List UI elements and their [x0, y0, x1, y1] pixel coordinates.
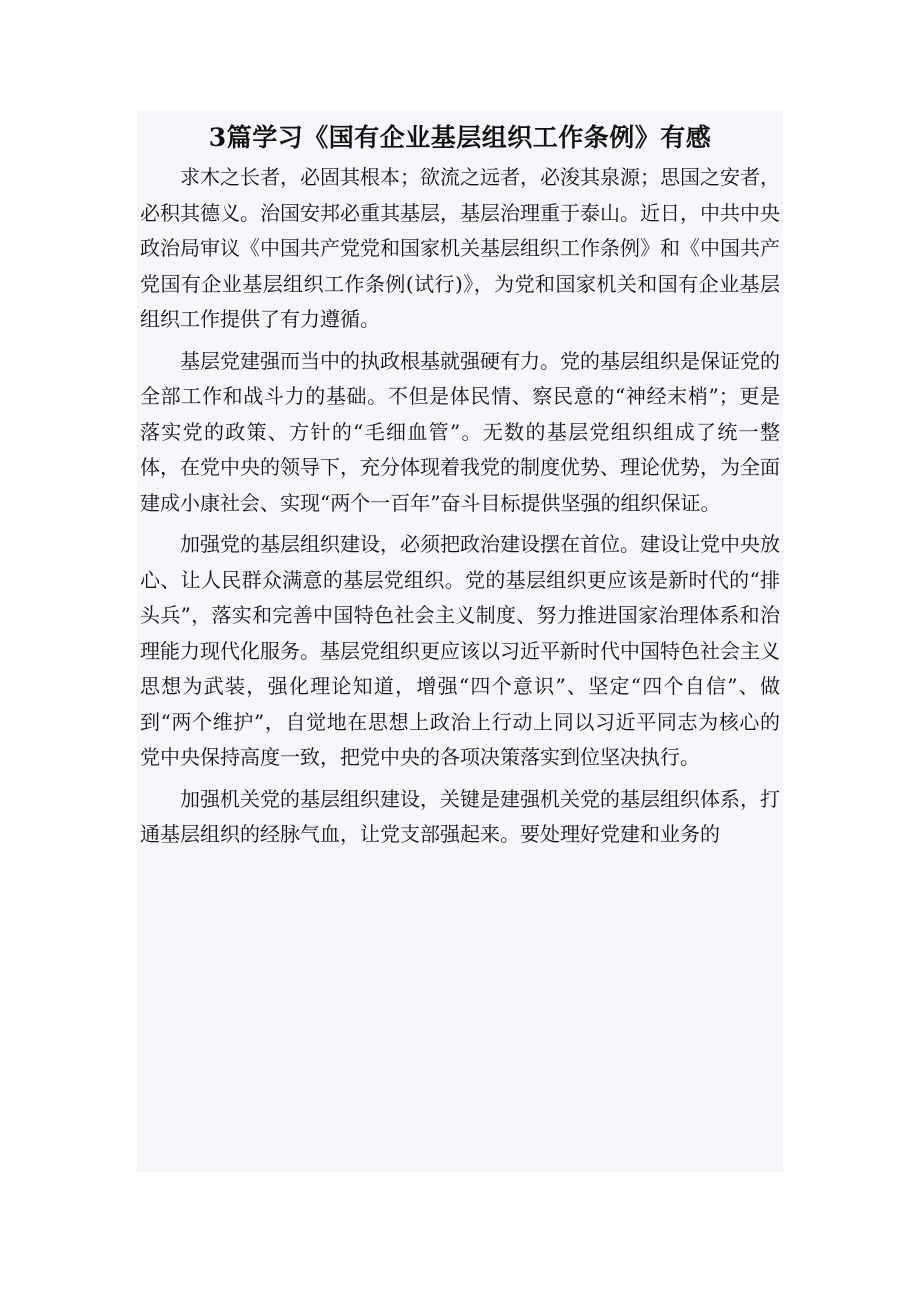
- paragraph-2: 基层党建强而当中的执政根基就强硬有力。党的基层组织是保证党的全部工作和战斗力的基础。不但是体民情、察民意的“神经末梢”；更是落实党的政策、方针的“毛细血管”。无数的基层党组织组成了统一整体，在党中央的领导下，充分体现着我党的制度优势、理论优势，为全面建成小康社会、实现“两个一百年”奋斗目标提供坚强的组织保证。: [140, 348, 780, 515]
- paragraph-4: 加强机关党的基层组织建设，关键是建强机关党的基层组织体系，打通基层组织的经脉气血，让党支部强起来。要处理好党建和业务的: [140, 786, 780, 846]
- paragraph-3: 加强党的基层组织建设，必须把政治建设摆在首位。建设让党中央放心、让人民群众满意的基层党组织。党的基层组织更应该是新时代的“排头兵”，落实和完善中国特色社会主义制度、努力推进国家治理体系和治理能力现代化服务。基层党组织更应该以习近平新时代中国特色社会主义思想为武装，强化理论知道，增强“四个意识”、坚定“四个自信”、做到“两个维护”，自觉地在思想上政治上行动上同以习近平同志为核心的党中央保持高度一致，把党中央的各项决策落实到位坚决执行。: [140, 532, 780, 769]
- article-body: [137, 110, 783, 1172]
- paragraph-1: 求木之长者，必固其根本；欲流之远者，必浚其泉源；思国之安者，必积其德义。治国安邦必重其基层，基层治理重于泰山。近日，中共中央政治局审议《中国共产党党和国家机关基层组织工作条例》和《中国共产党国有企业基层组织工作条例(试行)》，为党和国家机关和国有企业基层组织工作提供了有力遵循。: [140, 165, 780, 331]
- document-title: 3篇学习《国有企业基层组织工作条例》有感: [208, 123, 712, 152]
